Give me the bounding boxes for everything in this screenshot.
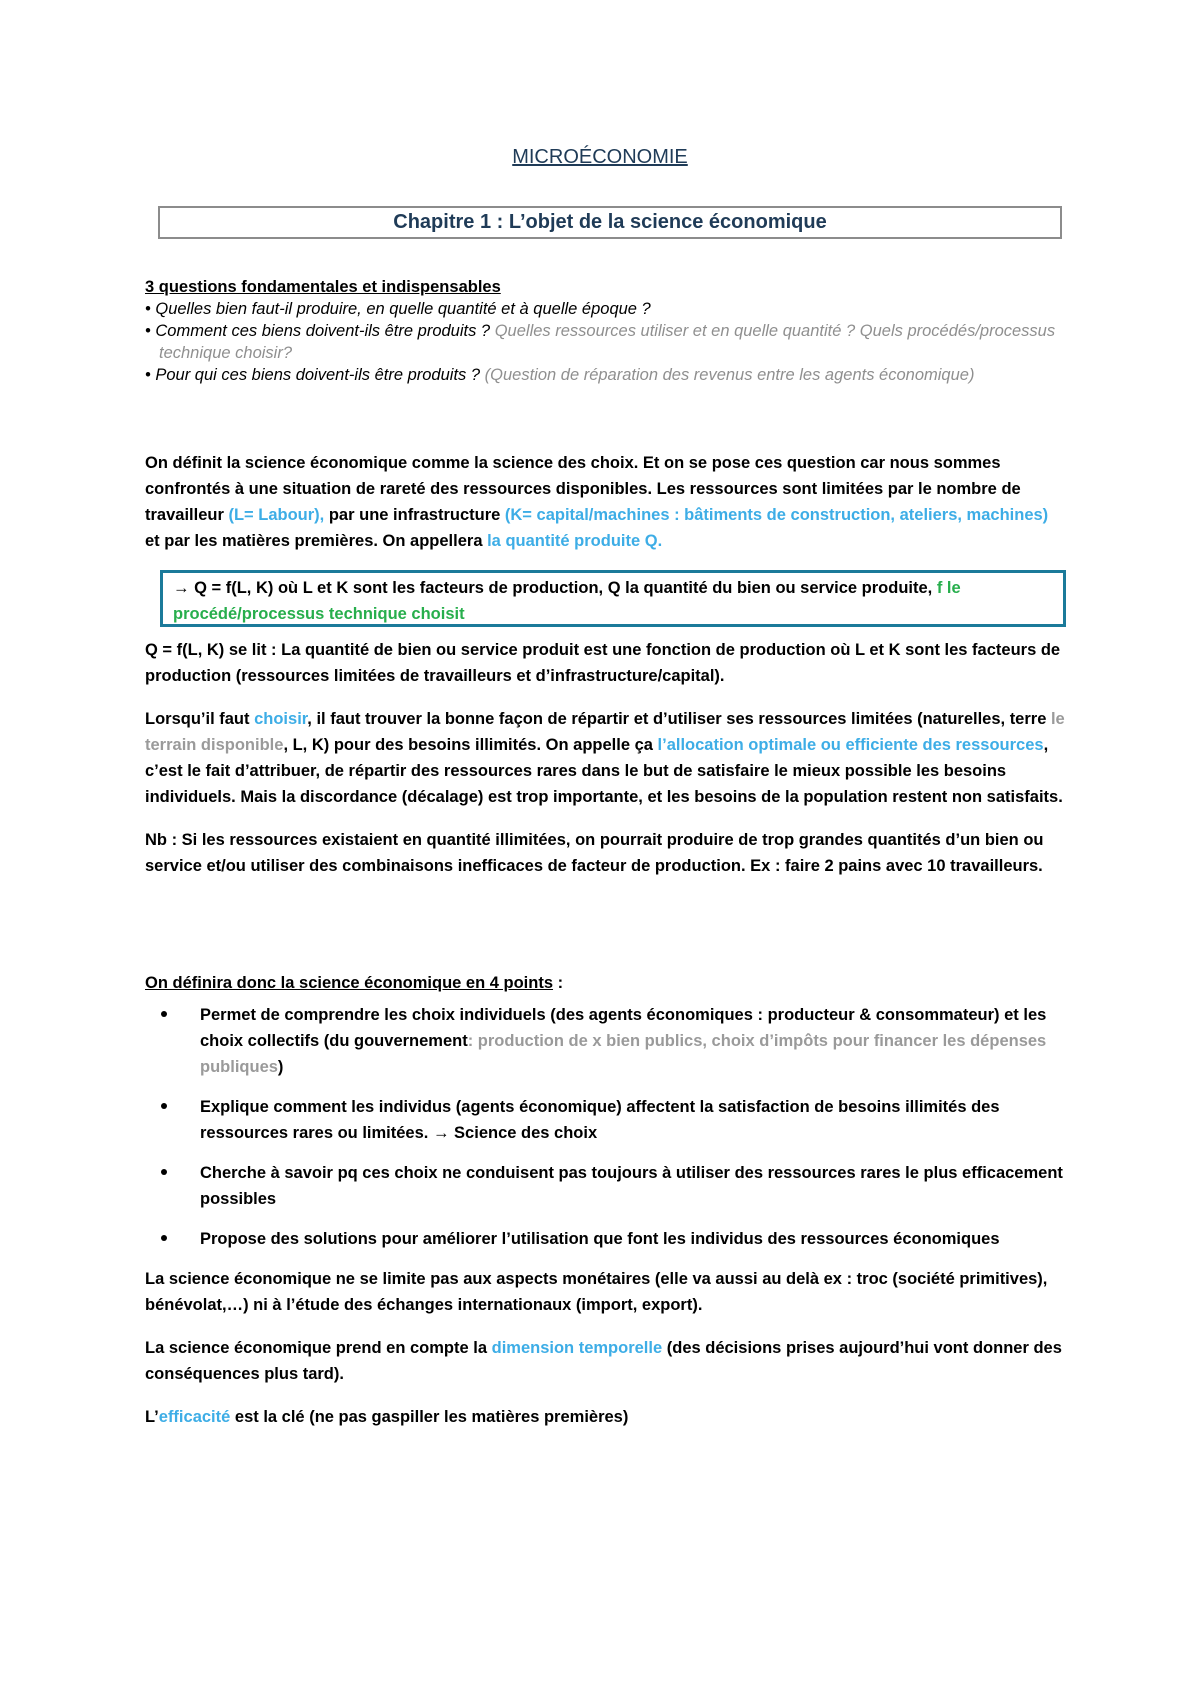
chapter-heading: Chapitre 1 : L’objet de la science économique: [158, 206, 1062, 239]
question-note: Quelles ressources utiliser et en quelle quantité ? Quels procédés/processus technique choisir?: [159, 322, 1056, 362]
list-item: Permet de comprendre les choix individuels (des agents économiques : producteur & consommateur) et les choix collectifs (du gouvernement: production de x bien publics, choix d’impôts pour financer les dépenses publiques): [145, 1002, 1065, 1080]
paragraph-scope: La science économique ne se limite pas aux aspects monétaires (elle va aussi au delà ex : troc (société primitives), bénévolat,…) ni à l’étude des échanges internationaux (import, export).: [145, 1270, 1048, 1314]
paragraph-definition: On définit la science économique comme la science des choix. Et on se pose ces question car nous sommes confrontés à une situation de rareté des ressources disponibles. Les ressources sont limitées par le nombre de travailleur (L= Labour), par une infrastructure (K= capital/machines : bâtiments de construction, ateliers, machines) et par les matières premières. On appellera la quantité produite Q.: [145, 454, 1049, 550]
arrow-icon: →: [173, 579, 190, 597]
paragraph-formula-reading: Q = f(L, K) se lit : La quantité de bien ou service produit est une fonction de production où L et K sont les facteurs de production (ressources limitées de travailleurs et d’infrastructure/capital).: [145, 641, 1061, 685]
main-text: [145, 450, 1065, 571]
list-item: Cherche à savoir pq ces choix ne conduisent pas toujours à utiliser des ressources rares le plus efficacement possibles: [145, 1160, 1065, 1212]
question-item: • Quelles bien faut-il produire, en quelle quantité et à quelle époque ?: [145, 300, 651, 318]
paragraph-efficiency: L’efficacité est la clé (ne pas gaspiller les matières premières): [145, 1408, 629, 1426]
list-item: Explique comment les individus (agents économique) affectent la satisfaction de besoins illimités des ressources rares ou limitées. → Science des choix: [145, 1094, 1065, 1146]
question-item: • Pour qui ces biens doivent-ils être produits ? (Question de réparation des revenus entre les agents économique): [145, 366, 975, 384]
arrow-icon: →: [432, 1124, 450, 1142]
questions-section: [145, 276, 1065, 386]
four-points-list: [145, 1002, 1065, 1252]
four-points-section: [145, 970, 1065, 1447]
main-text-continued: [145, 637, 1065, 896]
question-item: • Comment ces biens doivent-ils être produits ? Quelles ressources utiliser et en quelle quantité ? Quels procédés/processus technique choisir?: [145, 322, 1056, 362]
question-note: (Question de réparation des revenus entre les agents économique): [484, 366, 975, 384]
four-points-heading: On définira donc la science économique en 4 points :: [145, 974, 564, 992]
paragraph-allocation: Lorsqu’il faut choisir, il faut trouver la bonne façon de répartir et d’utiliser ses ressources limitées (naturelles, terre le terrain disponible, L, K) pour des besoins illimités. On appelle ça l’allocation optimale ou efficiente des ressources, c’est le fait d’attribuer, de répartir des ressources rares dans le but de satisfaire le mieux possible les besoins individuels. Mais la discordance (décalage) est trop importante, et les besoins de la population restent non satisfaits.: [145, 710, 1065, 806]
formula-box: → Q = f(L, K) où L et K sont les facteurs de production, Q la quantité du bien ou service produite, f le procédé/processus technique choisit: [160, 570, 1066, 627]
document-title: MICROÉCONOMIE: [512, 146, 688, 168]
paragraph-temporal: La science économique prend en compte la dimension temporelle (des décisions prises aujourd’hui vont donner des conséquences plus tard).: [145, 1339, 1062, 1383]
paragraph-note: Nb : Si les ressources existaient en quantité illimitées, on pourrait produire de trop grandes quantités d’un bien ou service et/ou utiliser des combinaisons inefficaces de facteur de production. Ex : faire 2 pains avec 10 travailleurs.: [145, 831, 1044, 875]
questions-heading: 3 questions fondamentales et indispensables: [145, 278, 501, 296]
list-item: Propose des solutions pour améliorer l’utilisation que font les individus des ressources économiques: [145, 1226, 1065, 1252]
formula-highlight: f le procédé/processus technique choisit: [173, 579, 961, 623]
